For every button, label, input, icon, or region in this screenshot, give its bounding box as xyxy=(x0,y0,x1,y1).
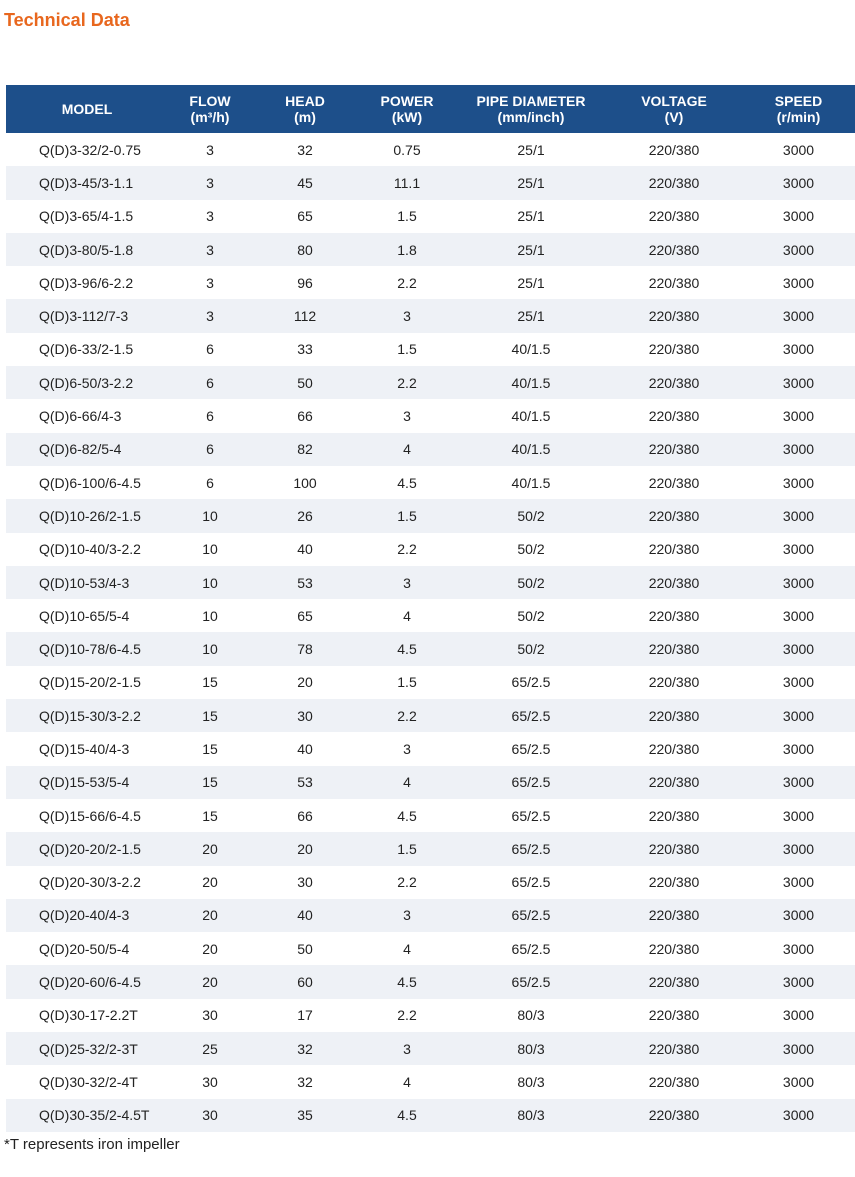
cell-pipe-diameter: 25/1 xyxy=(517,274,545,291)
cell-voltage: 220/380 xyxy=(648,807,700,824)
column-header-label: PIPE DIAMETER xyxy=(476,93,586,109)
cell-head: 40 xyxy=(297,740,313,757)
cell-voltage: 220/380 xyxy=(648,274,700,291)
table-row xyxy=(6,200,855,233)
cell-head: 78 xyxy=(252,632,358,665)
table-body xyxy=(6,133,855,1132)
cell-pipe-diameter: 80/3 xyxy=(456,1032,606,1065)
column-header-pipe-diameter xyxy=(456,85,606,133)
cell-head: 82 xyxy=(252,433,358,466)
cell-power: 4 xyxy=(403,940,411,957)
cell-flow: 3 xyxy=(206,208,214,225)
cell-power: 2.2 xyxy=(358,366,456,399)
cell-flow: 10 xyxy=(202,607,218,624)
table-row xyxy=(6,866,855,899)
cell-power: 3 xyxy=(358,299,456,332)
cell-head: 45 xyxy=(252,166,358,199)
cell-power: 0.75 xyxy=(393,141,421,158)
table-row xyxy=(6,632,855,665)
cell-model: Q(D)3-96/6-2.2 xyxy=(39,274,134,291)
cell-voltage: 220/380 xyxy=(648,674,700,691)
cell-power: 2.2 xyxy=(397,874,417,891)
cell-speed: 3000 xyxy=(742,766,855,799)
column-header-flow xyxy=(168,85,252,133)
cell-flow: 15 xyxy=(168,766,252,799)
cell-head: 65 xyxy=(297,607,313,624)
cell-model: Q(D)3-112/7-3 xyxy=(6,299,168,332)
cell-model: Q(D)6-66/4-3 xyxy=(39,408,122,425)
cell-head: 30 xyxy=(252,699,358,732)
cell-pipe-diameter: 65/2.5 xyxy=(511,940,551,957)
cell-flow: 6 xyxy=(168,433,252,466)
cell-pipe-diameter: 50/2 xyxy=(517,607,545,624)
cell-voltage: 220/380 xyxy=(606,899,742,932)
table-row xyxy=(6,899,855,932)
cell-pipe-diameter: 65/2.5 xyxy=(456,766,606,799)
cell-head: 65 xyxy=(297,208,313,225)
cell-head: 66 xyxy=(297,807,313,824)
cell-power: 4 xyxy=(358,433,456,466)
cell-power: 2.2 xyxy=(358,699,456,732)
column-header-label: FLOW xyxy=(189,93,231,109)
cell-voltage: 220/380 xyxy=(648,1073,700,1090)
cell-flow: 30 xyxy=(202,1073,218,1090)
cell-model: Q(D)3-65/4-1.5 xyxy=(39,208,134,225)
cell-flow: 20 xyxy=(202,874,218,891)
cell-speed: 3000 xyxy=(782,408,815,425)
cell-pipe-diameter: 25/1 xyxy=(517,208,545,225)
table-row xyxy=(6,1099,855,1132)
cell-model: Q(D)30-35/2-4.5T xyxy=(6,1099,168,1132)
cell-flow: 3 xyxy=(168,233,252,266)
cell-speed: 3000 xyxy=(782,208,815,225)
cell-head: 96 xyxy=(297,274,313,291)
column-header-unit: (kW) xyxy=(391,109,423,125)
cell-speed: 3000 xyxy=(742,233,855,266)
cell-head: 80 xyxy=(252,233,358,266)
table-row xyxy=(6,999,855,1032)
cell-model: Q(D)15-66/6-4.5 xyxy=(39,807,141,824)
cell-voltage: 220/380 xyxy=(606,366,742,399)
cell-pipe-diameter: 40/1.5 xyxy=(511,408,551,425)
column-header-head xyxy=(252,85,358,133)
cell-speed: 3000 xyxy=(742,366,855,399)
cell-voltage: 220/380 xyxy=(606,233,742,266)
cell-model: Q(D)10-40/3-2.2 xyxy=(39,541,141,558)
cell-pipe-diameter: 65/2.5 xyxy=(511,674,551,691)
cell-pipe-diameter: 80/3 xyxy=(517,1073,545,1090)
cell-pipe-diameter: 65/2.5 xyxy=(511,740,551,757)
cell-speed: 3000 xyxy=(782,541,815,558)
cell-flow: 3 xyxy=(168,299,252,332)
cell-voltage: 220/380 xyxy=(606,699,742,732)
cell-pipe-diameter: 40/1.5 xyxy=(511,474,551,491)
table-row xyxy=(6,266,855,299)
cell-voltage: 220/380 xyxy=(648,1007,700,1024)
cell-model: Q(D)10-26/2-1.5 xyxy=(6,499,168,532)
column-header-power xyxy=(358,85,456,133)
cell-power: 4.5 xyxy=(358,1099,456,1132)
cell-flow: 3 xyxy=(206,141,214,158)
cell-speed: 3000 xyxy=(742,433,855,466)
cell-pipe-diameter: 50/2 xyxy=(517,541,545,558)
cell-pipe-diameter: 65/2.5 xyxy=(456,965,606,998)
cell-voltage: 220/380 xyxy=(648,940,700,957)
cell-voltage: 220/380 xyxy=(606,632,742,665)
cell-speed: 3000 xyxy=(782,807,815,824)
table-row xyxy=(6,666,855,699)
cell-voltage: 220/380 xyxy=(648,740,700,757)
cell-voltage: 220/380 xyxy=(606,1032,742,1065)
cell-voltage: 220/380 xyxy=(606,566,742,599)
cell-speed: 3000 xyxy=(742,499,855,532)
table-row xyxy=(6,1065,855,1098)
table-row xyxy=(6,466,855,499)
cell-flow: 15 xyxy=(202,674,218,691)
cell-head: 53 xyxy=(252,566,358,599)
cell-power: 2.2 xyxy=(397,274,417,291)
cell-speed: 3000 xyxy=(782,1073,815,1090)
cell-pipe-diameter: 40/1.5 xyxy=(456,366,606,399)
table-row xyxy=(6,399,855,432)
cell-speed: 3000 xyxy=(782,1007,815,1024)
cell-voltage: 220/380 xyxy=(606,766,742,799)
table-row xyxy=(6,932,855,965)
cell-speed: 3000 xyxy=(782,341,815,358)
cell-head: 20 xyxy=(252,832,358,865)
cell-model: Q(D)10-53/4-3 xyxy=(6,566,168,599)
cell-voltage: 220/380 xyxy=(606,433,742,466)
cell-head: 100 xyxy=(293,474,317,491)
cell-flow: 3 xyxy=(168,166,252,199)
cell-pipe-diameter: 65/2.5 xyxy=(511,807,551,824)
cell-speed: 3000 xyxy=(742,832,855,865)
cell-power: 11.1 xyxy=(358,166,456,199)
cell-flow: 10 xyxy=(168,499,252,532)
cell-head: 30 xyxy=(297,874,313,891)
table-row xyxy=(6,566,855,599)
column-header-label: MODEL xyxy=(61,101,113,117)
cell-pipe-diameter: 25/1 xyxy=(456,299,606,332)
cell-model: Q(D)6-82/5-4 xyxy=(6,433,168,466)
cell-power: 1.5 xyxy=(397,674,417,691)
table-row xyxy=(6,732,855,765)
cell-voltage: 220/380 xyxy=(648,474,700,491)
cell-power: 4 xyxy=(403,607,411,624)
table-row xyxy=(6,233,855,266)
cell-head: 112 xyxy=(252,299,358,332)
cell-speed: 3000 xyxy=(782,274,815,291)
cell-flow: 15 xyxy=(168,699,252,732)
cell-voltage: 220/380 xyxy=(648,541,700,558)
cell-power: 3 xyxy=(403,408,411,425)
cell-flow: 20 xyxy=(202,940,218,957)
cell-power: 4.5 xyxy=(358,965,456,998)
column-header-voltage xyxy=(606,85,742,133)
cell-flow: 15 xyxy=(202,740,218,757)
cell-voltage: 220/380 xyxy=(606,832,742,865)
cell-model: Q(D)20-30/3-2.2 xyxy=(39,874,141,891)
cell-flow: 10 xyxy=(202,541,218,558)
cell-flow: 30 xyxy=(202,1007,218,1024)
cell-pipe-diameter: 50/2 xyxy=(456,499,606,532)
cell-model: Q(D)6-50/3-2.2 xyxy=(6,366,168,399)
cell-pipe-diameter: 25/1 xyxy=(517,141,545,158)
cell-speed: 3000 xyxy=(742,1099,855,1132)
cell-pipe-diameter: 25/1 xyxy=(456,166,606,199)
cell-head: 50 xyxy=(252,366,358,399)
cell-pipe-diameter: 65/2.5 xyxy=(511,874,551,891)
column-header-label: SPEED xyxy=(774,93,823,109)
cell-model: Q(D)3-80/5-1.8 xyxy=(6,233,168,266)
cell-pipe-diameter: 50/2 xyxy=(456,566,606,599)
cell-pipe-diameter: 65/2.5 xyxy=(456,832,606,865)
cell-speed: 3000 xyxy=(742,166,855,199)
cell-speed: 3000 xyxy=(742,1032,855,1065)
cell-head: 66 xyxy=(297,408,313,425)
cell-head: 32 xyxy=(252,1032,358,1065)
cell-voltage: 220/380 xyxy=(648,341,700,358)
table-row xyxy=(6,533,855,566)
cell-head: 40 xyxy=(252,899,358,932)
cell-head: 17 xyxy=(297,1007,313,1024)
cell-flow: 15 xyxy=(202,807,218,824)
cell-voltage: 220/380 xyxy=(648,607,700,624)
column-header-model xyxy=(6,85,168,133)
column-header-label: POWER xyxy=(380,93,434,109)
cell-speed: 3000 xyxy=(782,141,815,158)
cell-model: Q(D)15-53/5-4 xyxy=(6,766,168,799)
cell-voltage: 220/380 xyxy=(648,141,700,158)
cell-power: 2.2 xyxy=(397,1007,417,1024)
cell-head: 32 xyxy=(297,141,313,158)
cell-pipe-diameter: 65/2.5 xyxy=(456,899,606,932)
cell-speed: 3000 xyxy=(742,965,855,998)
footnote: *T represents iron impeller xyxy=(4,1136,180,1153)
cell-head: 50 xyxy=(297,940,313,957)
table-row xyxy=(6,166,855,199)
cell-speed: 3000 xyxy=(742,699,855,732)
cell-power: 1.5 xyxy=(397,208,417,225)
cell-speed: 3000 xyxy=(742,899,855,932)
table-header-row xyxy=(6,85,855,133)
cell-voltage: 220/380 xyxy=(606,499,742,532)
column-header-unit: (m³/h) xyxy=(190,109,230,125)
cell-flow: 6 xyxy=(206,341,214,358)
table-row xyxy=(6,1032,855,1065)
cell-speed: 3000 xyxy=(782,607,815,624)
column-header-unit: (r/min) xyxy=(776,109,821,125)
table-row xyxy=(6,433,855,466)
table-row xyxy=(6,499,855,532)
cell-pipe-diameter: 25/1 xyxy=(456,233,606,266)
cell-power: 1.8 xyxy=(358,233,456,266)
cell-model: Q(D)20-20/2-1.5 xyxy=(6,832,168,865)
cell-power: 4.5 xyxy=(358,632,456,665)
cell-voltage: 220/380 xyxy=(606,166,742,199)
technical-data-table xyxy=(6,85,855,1132)
cell-power: 1.5 xyxy=(397,341,417,358)
column-header-unit: (m) xyxy=(294,109,316,125)
cell-speed: 3000 xyxy=(782,674,815,691)
table-row xyxy=(6,699,855,732)
cell-head: 33 xyxy=(297,341,313,358)
cell-power: 3 xyxy=(358,566,456,599)
cell-model: Q(D)6-33/2-1.5 xyxy=(39,341,134,358)
cell-pipe-diameter: 65/2.5 xyxy=(456,699,606,732)
cell-flow: 20 xyxy=(168,899,252,932)
cell-voltage: 220/380 xyxy=(606,299,742,332)
cell-flow: 3 xyxy=(206,274,214,291)
cell-model: Q(D)10-78/6-4.5 xyxy=(6,632,168,665)
cell-model: Q(D)15-20/2-1.5 xyxy=(39,674,141,691)
cell-power: 4.5 xyxy=(397,474,417,491)
cell-flow: 20 xyxy=(168,832,252,865)
cell-head: 35 xyxy=(252,1099,358,1132)
cell-model: Q(D)3-45/3-1.1 xyxy=(6,166,168,199)
column-header-unit: (V) xyxy=(664,109,684,125)
cell-pipe-diameter: 80/3 xyxy=(517,1007,545,1024)
table-row xyxy=(6,366,855,399)
cell-head: 20 xyxy=(297,674,313,691)
cell-flow: 6 xyxy=(206,474,214,491)
cell-voltage: 220/380 xyxy=(606,965,742,998)
column-header-unit: (mm/inch) xyxy=(497,109,565,125)
table-row xyxy=(6,299,855,332)
cell-head: 53 xyxy=(252,766,358,799)
cell-speed: 3000 xyxy=(782,940,815,957)
cell-head: 40 xyxy=(297,541,313,558)
cell-speed: 3000 xyxy=(782,874,815,891)
cell-flow: 30 xyxy=(168,1099,252,1132)
cell-model: Q(D)30-32/2-4T xyxy=(39,1073,138,1090)
cell-model: Q(D)15-40/4-3 xyxy=(39,740,130,757)
cell-pipe-diameter: 40/1.5 xyxy=(456,433,606,466)
table-row xyxy=(6,599,855,632)
cell-speed: 3000 xyxy=(782,740,815,757)
cell-power: 3 xyxy=(403,740,411,757)
table-row xyxy=(6,832,855,865)
cell-model: Q(D)6-100/6-4.5 xyxy=(39,474,141,491)
cell-model: Q(D)20-40/4-3 xyxy=(6,899,168,932)
cell-power: 4 xyxy=(403,1073,411,1090)
cell-voltage: 220/380 xyxy=(648,408,700,425)
cell-power: 1.5 xyxy=(358,499,456,532)
page-title: Technical Data xyxy=(4,10,130,30)
cell-flow: 10 xyxy=(168,632,252,665)
cell-model: Q(D)20-60/6-4.5 xyxy=(6,965,168,998)
cell-speed: 3000 xyxy=(742,632,855,665)
cell-flow: 6 xyxy=(206,408,214,425)
cell-power: 3 xyxy=(358,899,456,932)
table-row xyxy=(6,333,855,366)
cell-head: 60 xyxy=(252,965,358,998)
cell-power: 2.2 xyxy=(397,541,417,558)
cell-model: Q(D)20-50/5-4 xyxy=(39,940,130,957)
column-header-label: VOLTAGE xyxy=(641,93,707,109)
cell-power: 4 xyxy=(358,766,456,799)
cell-head: 26 xyxy=(252,499,358,532)
cell-voltage: 220/380 xyxy=(606,1099,742,1132)
column-header-speed xyxy=(742,85,855,133)
cell-power: 4.5 xyxy=(397,807,417,824)
cell-power: 1.5 xyxy=(358,832,456,865)
cell-pipe-diameter: 80/3 xyxy=(456,1099,606,1132)
cell-voltage: 220/380 xyxy=(648,874,700,891)
table-row xyxy=(6,133,855,166)
cell-flow: 20 xyxy=(168,965,252,998)
table-row xyxy=(6,965,855,998)
cell-model: Q(D)25-32/2-3T xyxy=(6,1032,168,1065)
column-header-label: HEAD xyxy=(285,93,325,109)
cell-model: Q(D)10-65/5-4 xyxy=(39,607,130,624)
cell-pipe-diameter: 40/1.5 xyxy=(511,341,551,358)
table-row xyxy=(6,799,855,832)
cell-pipe-diameter: 50/2 xyxy=(456,632,606,665)
cell-model: Q(D)15-30/3-2.2 xyxy=(6,699,168,732)
cell-model: Q(D)30-17-2.2T xyxy=(39,1007,138,1024)
cell-model: Q(D)3-32/2-0.75 xyxy=(39,141,141,158)
cell-speed: 3000 xyxy=(742,566,855,599)
cell-flow: 6 xyxy=(168,366,252,399)
cell-head: 32 xyxy=(297,1073,313,1090)
table-row xyxy=(6,766,855,799)
cell-voltage: 220/380 xyxy=(648,208,700,225)
cell-speed: 3000 xyxy=(742,299,855,332)
cell-flow: 25 xyxy=(168,1032,252,1065)
cell-power: 3 xyxy=(358,1032,456,1065)
cell-flow: 10 xyxy=(168,566,252,599)
cell-speed: 3000 xyxy=(782,474,815,491)
